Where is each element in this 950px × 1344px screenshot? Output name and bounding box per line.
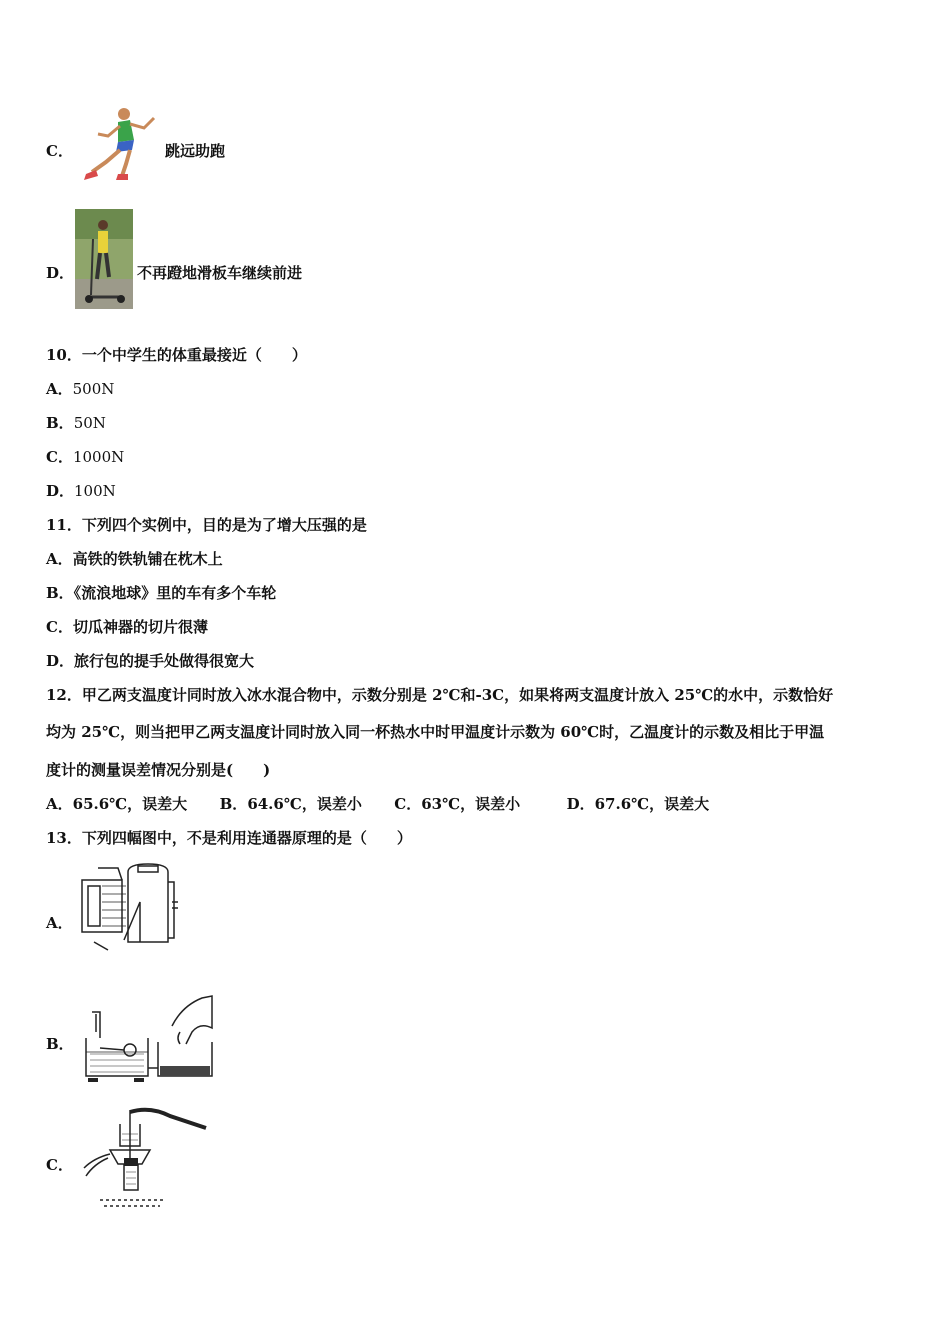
water-pump-diagram: [80, 1106, 214, 1214]
q10-option-a: A．500N: [46, 380, 115, 398]
q11-option-c: C．切瓜神器的切片很薄: [46, 618, 208, 636]
q9-c-text: 跳远助跑: [165, 142, 226, 160]
q12-option-a: A．65.6℃，误差大: [46, 795, 188, 813]
q12-option-c: C．63℃，误差小: [394, 795, 521, 813]
q10-option-d: D．100N: [46, 482, 116, 500]
q13-b-label: B．: [46, 1035, 74, 1053]
scooter-photo: [75, 209, 133, 309]
q10-option-b: B．50N: [46, 414, 106, 432]
q9-d-label: D．: [46, 264, 75, 282]
q12-stem-line3: 度计的测量误差情况分别是( ): [46, 761, 271, 779]
q11-option-b: B．《流浪地球》里的车有多个车轮: [46, 584, 277, 602]
q12-options-row: [46, 794, 709, 814]
q12-stem-line1: 12．甲乙两支温度计同时放入冰水混合物中，示数分别是 2℃和-3C，如果将两支温度计放入 25℃的水中，示数恰好: [46, 686, 834, 704]
q11-stem: 11．下列四个实例中，目的是为了增大压强的是: [46, 516, 367, 534]
q13-a-label: A．: [46, 914, 73, 932]
q11-option-d: D．旅行包的提手处做得很宽大: [46, 652, 255, 670]
q10-stem: 10．一个中学生的体重最接近（ ）: [46, 346, 307, 364]
water-dispenser-diagram: [78, 862, 186, 954]
q11-option-a: A．高铁的铁轨铺在枕木上: [46, 550, 223, 568]
running-boy-figure: [78, 104, 160, 184]
q13-stem: 13．下列四幅图中，不是利用连通器原理的是（ ）: [46, 829, 412, 847]
q12-option-d: D．67.6℃，误差大: [566, 795, 710, 813]
q9-d-text: 不再蹬地滑板车继续前进: [137, 264, 303, 282]
q13-c-label: C．: [46, 1156, 73, 1174]
q10-option-c: C．1000N: [46, 448, 125, 466]
q9-c-label: C．: [46, 142, 73, 160]
q12-option-b: B．64.6℃，误差小: [219, 795, 362, 813]
livestock-water-trough-diagram: [82, 992, 216, 1084]
q12-stem-line2: 均为 25℃，则当把甲乙两支温度计同时放入同一杯热水中时甲温度计示数为 60℃时，乙温度计的示数及相比于甲温: [46, 723, 825, 741]
